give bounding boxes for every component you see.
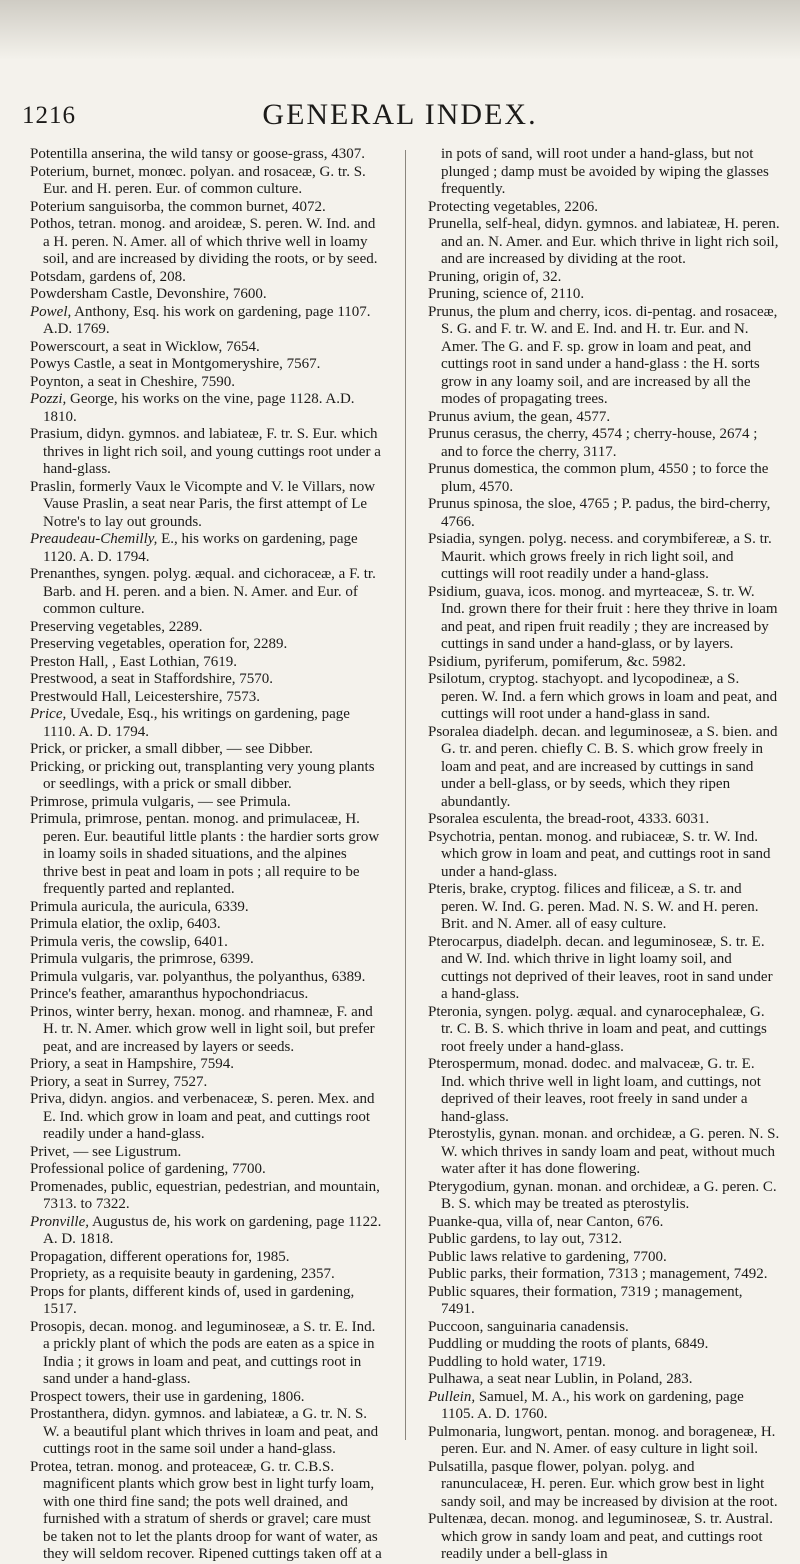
index-entry [428,584,780,654]
entry-description: a seat in Cheshire, 7590. [83,373,235,390]
entry-headword: Prince's [30,986,77,1002]
entry-headword: Propriety, [30,1266,89,1282]
entry-description: Anthony, Esq. his work on gardening, page 1107. A.D. 1769. [43,303,371,337]
index-entry [30,1144,382,1162]
entry-headword: Professional [30,1161,105,1177]
index-entry [428,1511,780,1564]
index-entry [428,304,780,409]
index-entry [30,1319,382,1389]
entry-headword: Preserving [30,618,95,635]
index-entry [428,1004,780,1057]
entry-description: Hall, Leicestershire, 7573. [97,688,260,705]
entry-headword: Powdersham [30,286,108,302]
entry-headword: Pteris, [428,881,466,897]
index-entry [30,706,382,741]
index-entry [428,1389,780,1424]
entry-description: in pots of sand, will root under a hand-glass, but not plunged ; damp must be avoided by wiping the glasses frequently. [441,146,769,197]
index-entry [30,1056,382,1074]
index-entry [30,216,382,269]
entry-headword: Public [428,1231,467,1247]
entry-headword: Prunella, [428,216,482,232]
index-columns [30,146,780,1562]
index-entry [30,1074,382,1092]
index-entry [30,286,382,304]
entry-description: police of gardening, 7700. [104,1161,266,1177]
entry-headword: Primula [30,916,78,932]
index-entry [428,1126,780,1179]
entry-description: elatior, the oxlip, 6403. [77,916,221,932]
entry-description: Castle, Devonshire, 7600. [107,286,267,302]
entry-description: cryptog. stachyopt. and lycopodineæ, a S. peren. W. Ind. a fern which grows in loam and peat, and cuttings will root under a hand-glass in sand. [441,671,778,722]
entry-description: villa of, near Canton, 676. [502,1213,664,1230]
entry-headword: Poterium, [30,163,89,180]
entry-description: primrose, pentan. monog. and primulaceæ, H. peren. Eur. beautiful little plants : the hardier sorts grow in loamy soils in shaded situations, and the alpines thrive best in peat and loam in pots ; all require to be frequently parted and replanted. [43,811,380,897]
entry-description: feather, amaranthus hypochondriacus. [76,986,309,1002]
entry-description: or pricking out, transplanting very young plants or seedlings, with a prick or small dibber. [43,758,375,792]
entry-description: a seat in Staffordshire, 7570. [97,671,274,687]
column-divider [405,150,406,1440]
entry-description: winter berry, hexan. monog. and rhamneæ, F. and H. tr. N. Amer. which grow well in light soil, but prefer peat, and are increased by layers or seeds. [43,1003,375,1055]
index-entry [30,759,382,794]
entry-description: gardens, to lay out, 7312. [466,1231,623,1247]
entry-description: sanguisorba, the common burnet, 4072. [85,198,326,215]
entry-headword: Powys [30,356,71,372]
entry-description: primula vulgaris, — see Primula. [87,793,291,810]
index-entry [30,951,382,969]
entry-description: diadelph. decan. and leguminoseæ, S. tr. E. and W. Ind. which thrive in light loamy soil, and cuttings not deprived of their leaves, root in sand under a hand-glass. [441,933,773,1002]
index-entry [30,794,382,812]
entry-description: burnet, monœc. polyan. and rosaceæ, G. tr. S. Eur. and H. peren. Eur. of common culture. [43,163,366,197]
entry-description: anserina, the wild tansy or goose-grass, 4307. [87,146,365,162]
index-entry [30,899,382,917]
entry-description: monad. dodec. and malvaceæ, G. tr. E. Ind. which thrive well in light loam, and cuttings, not deprived of their leaves, root freely in sand under a hand-glass. [441,1056,761,1125]
entry-headword: Psidium, [428,653,481,670]
entry-description: George, his works on the vine, page 1128. A.D. 1810. [43,391,355,425]
entry-description: different operations for, 1985. [106,1248,290,1265]
index-entry [30,339,382,357]
entry-headword: Propagation, [30,1248,107,1265]
entry-headword: Pterostylis, [428,1126,496,1142]
entry-headword: Public [428,1248,467,1265]
index-entry [428,199,780,217]
index-entry [30,1249,382,1267]
entry-description: vegetables, 2206. [489,198,598,215]
entry-headword: Prinos, [30,1003,73,1020]
entry-description: as a requisite beauty in gardening, 2357. [88,1266,335,1282]
index-entry [428,1319,780,1337]
entry-headword: Pruning, [428,286,480,302]
index-entry [30,1161,382,1179]
entry-description: squares, their formation, 7319 ; management, 7491. [441,1283,743,1317]
entry-description: gynan. monan. and orchideæ, a G. peren. C. B. S. which may be treated as pterostylis. [441,1178,777,1212]
entry-headword: Public [428,1283,467,1300]
entry-description: a seat in Hampshire, 7594. [70,1056,234,1072]
entry-headword: Prostanthera, [30,1406,109,1422]
entry-headword: Primula [30,933,78,950]
entry-description: towers, their use in gardening, 1806. [81,1388,305,1405]
entry-headword: Preserving [30,636,95,652]
entry-description: tetran. monog. and aroideæ, S. peren. W. Ind. and a H. peren. N. Amer. all of which thrive well in loamy soil, and are increased by dividing the roots, or by seed. [43,216,378,267]
left-column [30,146,382,1562]
index-entry [428,1424,780,1459]
entry-headword: Primula [30,898,78,915]
entry-headword: Potsdam, [30,268,86,285]
index-entry [30,1266,382,1284]
entry-headword: Protecting [428,198,490,215]
entry-headword: Pterospermum, [428,1056,520,1072]
entry-description: tetran. monog. and proteaceæ, G. tr. C.B.S. magnificent plants which grow best in light turfy loam, with one third fine sand; the pots well drained, and furnished with a stratum of sherds or gravel; care must be taken not to let the plants droop for want of water, as they will seldom recover. Ripened cuttings taken off at a [43,1458,382,1562]
entry-headword: Props [30,1283,65,1300]
entry-headword: Prunus [428,408,470,425]
entry-description: a seat in Wicklow, 7654. [108,338,260,355]
entry-description: spinosa, the sloe, 4765 ; P. padus, the bird-cherry, 4766. [441,496,771,530]
index-entry [428,1336,780,1354]
entry-description: vegetables, operation for, 2289. [94,636,288,652]
entry-headword: Prospect [30,1388,82,1405]
entry-description: parks, their formation, 7313 ; management, 7492. [466,1266,768,1282]
index-entry [30,374,382,392]
index-entry [30,164,382,199]
entry-description: Castle, a seat in Montgomeryshire, 7567. [70,356,321,372]
entry-headword: Pulsatilla, [428,1458,488,1475]
entry-description: Augustus de, his work on gardening, page 1122. A. D. 1818. [43,1213,382,1247]
entry-headword: Priva, [30,1091,66,1107]
entry-headword: Powerscourt, [30,338,109,355]
right-column [428,146,780,1562]
entry-headword: Pricking, [30,758,85,775]
index-entry [30,1179,382,1214]
index-entry [30,479,382,532]
index-entry [30,531,382,566]
entry-headword: Psoralea [428,811,479,827]
entry-headword: Prunus, [428,303,474,320]
entry-description: Samuel, M. A., his work on gardening, page 1105. A. D. 1760. [441,1388,744,1422]
index-entry [30,741,382,759]
index-entry [30,356,382,374]
entry-description: a seat in Surrey, 7527. [70,1073,208,1090]
entry-headword: Protea, [30,1458,73,1475]
entry-headword: Primula [30,951,78,967]
entry-headword: Pterygodium, [428,1178,510,1195]
index-entry [30,619,382,637]
entry-description: decan. monog. and leguminoseæ, a S. tr. E. Ind. a prickly plant of which the pods are eaten as a spice in India ; it grows in loam and peat, and cuttings root in sand under a hand-glass. [43,1318,376,1387]
index-entry [428,1179,780,1214]
entry-description: Uvedale, Esq., his writings on gardening, page 1110. A. D. 1794. [43,706,350,740]
entry-description: laws relative to gardening, 7700. [466,1248,667,1265]
entry-headword: Priory, [30,1056,71,1072]
entry-headword: Preaudeau-Chemilly, [30,531,158,547]
entry-description: formerly Vaux le Vicompte and V. le Villars, now Vause Praslin, a seat near Paris, the first attempt of Le Notre's to lay out grounds. [43,478,376,530]
index-entry [30,1004,382,1057]
entry-description: a seat near Lublin, in Poland, 283. [483,1371,693,1387]
entry-description: vegetables, 2289. [94,618,203,635]
index-entry [428,881,780,934]
entry-description: syngen. polyg. æqual. and cichoraceæ, a F. tr. Barb. and H. peren. and a bien. N. Amer. and Eur. of common culture. [43,566,376,617]
entry-description: syngen. polyg. æqual. and cynarocephaleæ, G. tr. C. B. S. which thrive in loam and peat, and cuttings root freely under a hand-glass. [441,1003,767,1055]
running-title: GENERAL INDEX. [262,98,538,131]
page-edge-shadow [0,0,800,60]
entry-description: domestica, the common plum, 4550 ; to force the plum, 4570. [441,461,769,495]
entry-headword: Potentilla [30,146,88,162]
entry-description: self-heal, didyn. gymnos. and labiateæ, H. peren. and an. N. Amer. and Eur. which thrive in light rich soil, and are increased by dividing at the root. [441,216,780,267]
entry-headword: Pteronia, [428,1003,482,1020]
index-entry [428,461,780,496]
index-entry [428,1354,780,1372]
entry-description: pasque flower, polyan. polyg. and ranunculaceæ, H. peren. Eur. which grow best in light sandy soil, and may be increased by division at the root. [441,1458,778,1510]
index-entry [428,1284,780,1319]
index-entry [30,146,382,164]
entry-headword: Pulhawa, [428,1371,484,1387]
entry-headword: Primula, [30,811,82,827]
index-entry [428,1056,780,1126]
entry-description: veris, the cowslip, 6401. [77,933,228,950]
entry-headword: Primula [30,968,78,985]
entry-description: syngen. polyg. necess. and corymbifereæ, a S. tr. Maurit. which grows freely in rich light soil, and cuttings will root readily under a hand-glass. [441,531,772,582]
entry-headword: Pultenæa, [428,1511,487,1527]
entry-headword: Praslin, [30,478,76,495]
entry-headword: Powel, [30,303,72,320]
entry-headword: Prick, [30,741,66,757]
index-entry [428,1214,780,1232]
entry-description: gardens of, 208. [85,268,186,285]
entry-description: sanguinaria canadensis. [483,1318,629,1335]
entry-headword: Prestwould [30,688,98,705]
index-entry [30,426,382,479]
entry-headword: Psilotum, [428,671,486,687]
entry-description: the plum and cherry, icos. di-pentag. and rosaceæ, S. G. and F. tr. W. and E. Ind. and H. tr. Eur. and N. Amer. The G. and F. sp. grow in loam and peat, and cuttings root in sand under a hand-glass : the H. sorts grow in any loamy soil, and are increased by all the modes of propagating trees. [441,303,778,407]
page-header [0,96,800,136]
index-entry [428,1231,780,1249]
index-entry [30,304,382,339]
entry-headword: Pothos, [30,216,75,232]
entry-headword: Poterium [30,198,85,215]
entry-headword: Prasium, [30,426,83,442]
entry-headword: Privet, [30,1143,70,1160]
entry-headword: Puddling [428,1336,483,1352]
entry-headword: Pronville, [30,1213,90,1230]
entry-headword: Prunus [428,496,470,512]
entry-description: vulgaris, var. polyanthus, the polyanthus, 6389. [77,968,366,985]
index-entry [428,934,780,1004]
index-entry [428,531,780,584]
page-number: 1216 [22,102,76,129]
index-entry [428,496,780,531]
entry-headword: Public [428,1266,467,1282]
entry-headword: Psiadia, [428,531,476,547]
entry-headword: Prunus [428,461,470,477]
index-entry [30,916,382,934]
entry-headword: Prestwood, [30,671,98,687]
index-entry [428,654,780,672]
index-entry [30,986,382,1004]
entry-headword: Poynton, [30,373,84,390]
entry-description: didyn. angios. and verbenaceæ, S. peren. Mex. and E. Ind. which grow in loam and peat, and cuttings root readily under a hand-glass. [43,1091,375,1142]
entry-description: or pricker, a small dibber, — see Dibber. [65,741,313,757]
index-entry [30,1406,382,1459]
index-entry [30,1459,382,1564]
index-entry [428,811,780,829]
entry-headword: Pulmonaria, [428,1423,501,1440]
entry-headword: Puddling [428,1353,483,1370]
entry-headword: Puccoon, [428,1318,484,1335]
entry-description: didyn. gymnos. and labiateæ, a G. tr. N. S. W. a beautiful plant which thrives in loam and peat, and cuttings root in the same soil under a hand-glass. [43,1406,379,1457]
entry-description: guava, icos. monog. and myrteaceæ, S. tr. W. Ind. grown there for their fruit : here they thrive in loam and peat, and ripen fruit readily ; they are increased by cuttings in sand under a hand-glass, or by layers. [441,583,778,652]
index-entry [30,969,382,987]
index-entry [30,391,382,426]
index-entry [428,1371,780,1389]
entry-headword: Primrose, [30,793,88,810]
index-entry [30,934,382,952]
entry-description: diadelph. decan. and leguminoseæ, a S. bien. and G. tr. and peren. chiefly C. B. S. which grow freely in loam and peat, and are increased by cuttings in sand under a bell-glass, or by seeds, which they ripen abundantly. [441,723,778,810]
index-entry [30,1284,382,1319]
entry-description: didyn. gymnos. and labiateæ, F. tr. S. Eur. which thrives in light rich soil, and young cuttings root under a hand-glass. [43,426,381,477]
index-entry [30,1214,382,1249]
index-entry [30,636,382,654]
entry-description: — see Ligustrum. [69,1143,182,1160]
entry-description: pyriferum, pomiferum, &c. 5982. [480,653,686,670]
index-entry [428,1249,780,1267]
index-entry [428,426,780,461]
entry-description: science of, 2110. [479,286,585,302]
index-entry [428,269,780,287]
entry-description: cerasus, the cherry, 4574 ; cherry-house, 2674 ; and to force the cherry, 3117. [441,426,758,460]
entry-headword: Prosopis, [30,1318,86,1335]
index-entry [30,654,382,672]
entry-headword: Pruning, [428,268,480,285]
entry-headword: Prenanthes, [30,566,100,582]
entry-description: or mudding the roots of plants, 6849. [482,1336,709,1352]
index-entry [30,1091,382,1144]
index-entry [428,1459,780,1512]
entry-description: to hold water, 1719. [482,1353,606,1370]
index-entry [428,1266,780,1284]
index-entry [428,146,780,199]
entry-description: Hall, , East Lothian, 7619. [75,653,238,670]
entry-description: gynan. monan. and orchideæ, a G. peren. N. S. W. which thrives in sandy loam and peat, without much water after it has done flowering. [441,1126,780,1177]
index-entry [30,269,382,287]
index-entry [428,829,780,882]
entry-headword: Promenades, [30,1178,108,1195]
entry-headword: Puanke-qua, [428,1213,503,1230]
entry-headword: Preston [30,653,75,670]
entry-headword: Priory, [30,1073,71,1090]
entry-description: origin of, 32. [479,268,562,285]
entry-headword: Pozzi, [30,391,67,407]
entry-description: public, equestrian, pedestrian, and mountain, 7313. to 7322. [43,1178,380,1212]
index-entry [428,216,780,269]
entry-description: esculenta, the bread-root, 4333. 6031. [478,811,710,827]
index-entry [428,671,780,724]
entry-description: auricula, the auricula, 6339. [77,898,249,915]
entry-description: E., his works on gardening, page 1120. A. D. 1794. [43,531,358,565]
index-entry [30,671,382,689]
entry-headword: Price, [30,706,67,722]
entry-headword: Psychotria, [428,828,496,845]
entry-description: for plants, different kinds of, used in gardening, 1517. [43,1283,355,1317]
index-entry [30,1389,382,1407]
entry-headword: Prunus [428,426,470,442]
index-entry [428,409,780,427]
entry-headword: Psoralea [428,723,479,740]
index-entry [428,286,780,304]
entry-description: pentan. monog. and rubiaceæ, S. tr. W. Ind. which grow in loam and peat, and cuttings root in sand under a hand-glass. [441,828,771,880]
entry-headword: Pterocarpus, [428,933,503,950]
entry-description: brake, cryptog. filices and filiceæ, a S. tr. and peren. W. Ind. G. peren. Mad. N. S. W. and H. peren. Brit. and N. Amer. all of easy culture. [441,881,759,932]
index-entry [30,689,382,707]
entry-description: vulgaris, the primrose, 6399. [77,951,254,967]
entry-headword: Pullein, [428,1388,476,1405]
entry-description: decan. monog. and leguminoseæ, S. tr. Austral. which grow in sandy loam and peat, and cuttings root readily under a bell-glass in [441,1511,773,1562]
index-entry [30,566,382,619]
entry-description: lungwort, pentan. monog. and borageneæ, H. peren. Eur. and N. Amer. of easy culture in light soil. [441,1423,776,1457]
entry-description: avium, the gean, 4577. [469,408,611,425]
index-entry [30,199,382,217]
entry-headword: Psidium, [428,583,481,600]
index-entry [30,811,382,899]
index-entry [428,724,780,812]
